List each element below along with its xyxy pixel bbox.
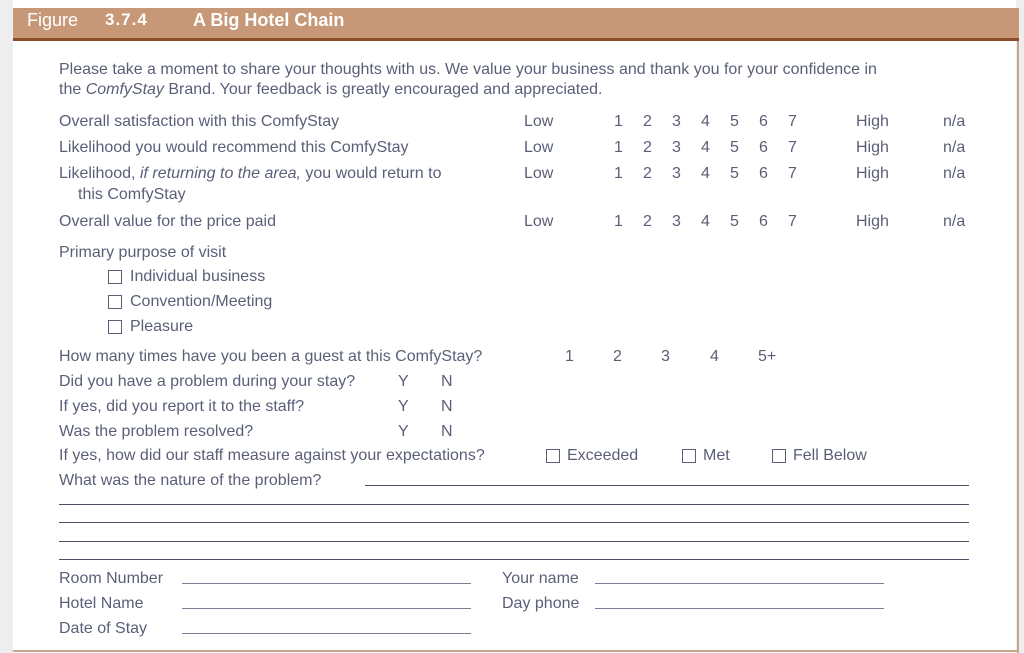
high-label: High [856,165,889,182]
scale-option[interactable]: 1 [614,139,623,156]
intro-line-1: Please take a moment to share your thoughts with us. We value your business and thank you for your confidence in [59,61,877,78]
scale-option[interactable]: 6 [759,165,768,182]
problem-yes[interactable]: Y [398,373,409,390]
date-of-stay-label: Date of Stay [59,620,148,637]
nature-answer-line[interactable] [59,522,969,523]
scale-option[interactable]: 7 [788,139,797,156]
scale-option[interactable]: 7 [788,113,797,130]
scale-option[interactable]: 1 [614,213,623,230]
rating-question-satisfaction: Overall satisfaction with this ComfyStay [59,113,340,130]
report-question: If yes, did you report it to the staff? [59,398,305,415]
low-label: Low [524,113,554,130]
day-phone-field[interactable] [595,608,884,609]
your-name-field[interactable] [595,583,884,584]
problem-no[interactable]: N [441,373,453,390]
nature-answer-line[interactable] [59,559,969,560]
scale-option[interactable]: 5 [730,213,739,230]
na-option[interactable]: n/a [943,139,966,156]
resolved-yes[interactable]: Y [398,423,409,440]
scale-option[interactable]: 6 [759,139,768,156]
times-option-1[interactable]: 1 [565,348,574,365]
figure-label: Figure [27,10,79,30]
scale-option[interactable]: 5 [730,139,739,156]
purpose-pleasure-label: Pleasure [130,318,194,335]
figure-frame-right [1017,8,1019,653]
na-option[interactable]: n/a [943,213,966,230]
times-option-2[interactable]: 2 [613,348,622,365]
scale-option[interactable]: 3 [672,165,681,182]
scale-option[interactable]: 3 [672,113,681,130]
header-rule [13,38,1019,41]
resolved-question: Was the problem resolved? [59,423,254,440]
nature-question: What was the nature of the problem? [59,472,322,489]
measure-question: If yes, how did our staff measure against your expectations? [59,447,485,464]
problem-question: Did you have a problem during your stay? [59,373,356,390]
scale-option[interactable]: 2 [643,113,652,130]
purpose-convention-label: Convention/Meeting [130,293,273,310]
times-option-3[interactable]: 3 [661,348,670,365]
scale-option[interactable]: 5 [730,165,739,182]
nature-answer-line[interactable] [365,485,969,486]
rating-question-return-line2: this ComfyStay [78,186,186,203]
purpose-label: Primary purpose of visit [59,244,227,261]
room-number-label: Room Number [59,570,164,587]
day-phone-label: Day phone [502,595,580,612]
scale-option[interactable]: 6 [759,113,768,130]
scale-option[interactable]: 4 [701,113,710,130]
resolved-no[interactable]: N [441,423,453,440]
hotel-name-field[interactable] [182,608,471,609]
purpose-convention-checkbox[interactable] [108,295,122,309]
figure-header [13,8,1019,38]
rating-question-recommend: Likelihood you would recommend this ComfyStay [59,139,409,156]
hotel-name-label: Hotel Name [59,595,144,612]
figure-frame-bottom [13,650,1019,652]
met-label: Met [703,447,730,464]
fell-below-checkbox[interactable] [772,449,786,463]
report-no[interactable]: N [441,398,453,415]
scale-option[interactable]: 6 [759,213,768,230]
purpose-business-label: Individual business [130,268,266,285]
scale-option[interactable]: 3 [672,139,681,156]
scale-option[interactable]: 2 [643,213,652,230]
scale-option[interactable]: 4 [701,165,710,182]
scale-option[interactable]: 7 [788,213,797,230]
exceeded-label: Exceeded [567,447,639,464]
nature-answer-line[interactable] [59,504,969,505]
scale-option[interactable]: 5 [730,113,739,130]
times-question: How many times have you been a guest at this ComfyStay? [59,348,483,365]
low-label: Low [524,139,554,156]
purpose-business-checkbox[interactable] [108,270,122,284]
report-yes[interactable]: Y [398,398,409,415]
na-option[interactable]: n/a [943,113,966,130]
rating-question-value: Overall value for the price paid [59,213,276,230]
scale-option[interactable]: 1 [614,165,623,182]
scale-option[interactable]: 4 [701,139,710,156]
times-option-4[interactable]: 4 [710,348,719,365]
your-name-label: Your name [502,570,579,587]
fell-below-label: Fell Below [793,447,867,464]
figure-number: 3.7.4 [105,10,148,29]
scale-option[interactable]: 7 [788,165,797,182]
left-margin [0,0,13,653]
date-of-stay-field[interactable] [182,633,471,634]
nature-answer-line[interactable] [59,541,969,542]
purpose-pleasure-checkbox[interactable] [108,320,122,334]
met-checkbox[interactable] [682,449,696,463]
brand-name: ComfyStay [85,81,164,98]
low-label: Low [524,165,554,182]
scale-option[interactable]: 1 [614,113,623,130]
high-label: High [856,213,889,230]
times-option-5plus[interactable]: 5+ [758,348,777,365]
high-label: High [856,113,889,130]
rating-question-return: Likelihood, if returning to the area, you would return to [59,165,442,182]
scale-option[interactable]: 4 [701,213,710,230]
scale-option[interactable]: 3 [672,213,681,230]
scale-option[interactable]: 2 [643,165,652,182]
na-option[interactable]: n/a [943,165,966,182]
low-label: Low [524,213,554,230]
intro-line-2: the ComfyStay Brand. Your feedback is greatly encouraged and appreciated. [59,81,603,98]
exceeded-checkbox[interactable] [546,449,560,463]
high-label: High [856,139,889,156]
scale-option[interactable]: 2 [643,139,652,156]
figure-title: A Big Hotel Chain [193,10,345,30]
room-number-field[interactable] [182,583,471,584]
